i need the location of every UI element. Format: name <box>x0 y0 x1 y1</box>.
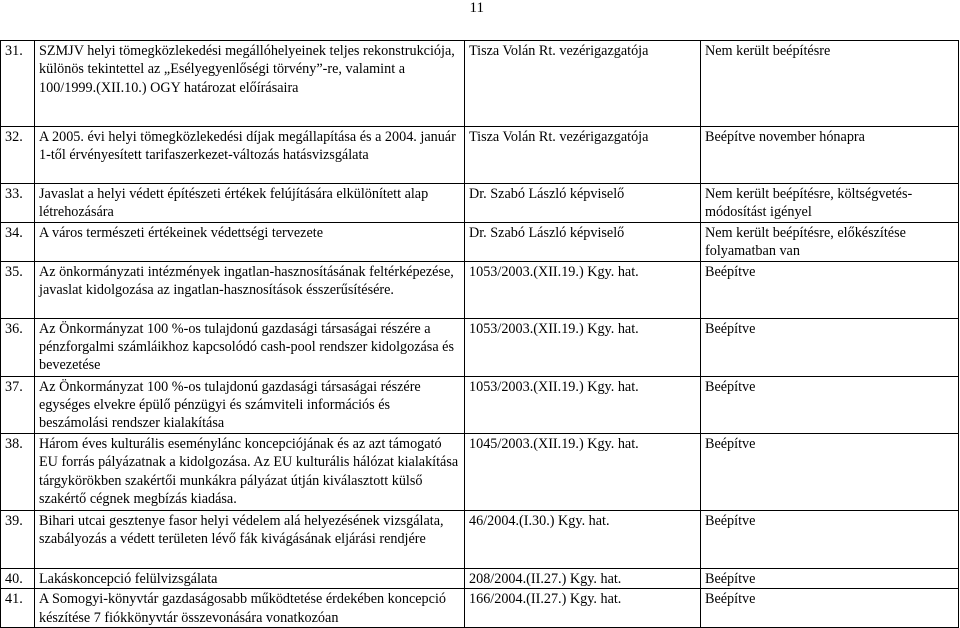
row-number: 33. <box>1 184 35 223</box>
task-cell: Bihari utcai gesztenye fasor helyi védelem alá helyezésének vizsgálata, szabályozás a védett területen lévő fák kivágásának eljárási rendjére <box>35 510 465 568</box>
responsible-cell: 1053/2003.(XII.19.) Kgy. hat. <box>465 376 701 433</box>
responsible-cell: 46/2004.(I.30.) Kgy. hat. <box>465 510 701 568</box>
status-cell: Nem került beépítésre, előkészítése folyamatban van <box>701 222 959 261</box>
row-number: 34. <box>1 222 35 261</box>
task-cell: Lakáskoncepció felülvizsgálata <box>35 568 465 588</box>
status-cell: Beépítve november hónapra <box>701 127 959 184</box>
task-cell: Az Önkormányzat 100 %-os tulajdonú gazdasági társaságai részére egységes elvekre épülő pénzügyi és számviteli információs és beszámolási rendszer kialakítása <box>35 376 465 433</box>
responsible-cell: Dr. Szabó László képviselő <box>465 222 701 261</box>
row-number: 36. <box>1 318 35 376</box>
decisions-table <box>0 40 959 628</box>
responsible-cell: 166/2004.(II.27.) Kgy. hat. <box>465 589 701 628</box>
table-row <box>1 261 959 318</box>
table-row <box>1 318 959 376</box>
table-row <box>1 222 959 261</box>
status-cell: Beépítve <box>701 510 959 568</box>
status-cell: Nem került beépítésre, költségvetés-módosítást igényel <box>701 184 959 223</box>
task-cell: SZMJV helyi tömegközlekedési megállóhelyeinek teljes rekonstrukciója, különös tekintettel az „Esélyegyenlőségi törvény”-re, valamint a 100/1999.(XII.10.) OGY határozat előírásaira <box>35 41 465 127</box>
task-cell: Az Önkormányzat 100 %-os tulajdonú gazdasági társaságai részére a pénzforgalmi számláikhoz kapcsolódó cash-pool rendszer kidolgozása és bevezetése <box>35 318 465 376</box>
row-number: 32. <box>1 127 35 184</box>
task-cell: Javaslat a helyi védett építészeti értékek felújítására elkülönített alap létrehozására <box>35 184 465 223</box>
table-row <box>1 568 959 588</box>
task-cell: A város természeti értékeinek védettségi tervezete <box>35 222 465 261</box>
task-cell: A 2005. évi helyi tömegközlekedési díjak megállapítása és a 2004. január 1-től érvényesített tarifaszerkezet-változás hatásvizsgálata <box>35 127 465 184</box>
task-cell: Három éves kulturális eseménylánc koncepciójának és az azt támogató EU forrás pályázatnak a kidolgozása. Az EU kulturális hálózat kialakítása tárgykörökben szakértői munkákra pályázat útján kiválasztott külső szakértő cégnek megbízás kiadása. <box>35 433 465 510</box>
table-row <box>1 510 959 568</box>
status-cell: Nem került beépítésre <box>701 41 959 127</box>
row-number: 31. <box>1 41 35 127</box>
row-number: 38. <box>1 433 35 510</box>
table-row <box>1 433 959 510</box>
row-number: 39. <box>1 510 35 568</box>
status-cell: Beépítve <box>701 433 959 510</box>
table-row <box>1 184 959 223</box>
row-number: 40. <box>1 568 35 588</box>
responsible-cell: 1053/2003.(XII.19.) Kgy. hat. <box>465 318 701 376</box>
table-row <box>1 41 959 127</box>
status-cell: Beépítve <box>701 568 959 588</box>
status-cell: Beépítve <box>701 318 959 376</box>
responsible-cell: Tisza Volán Rt. vezérigazgatója <box>465 41 701 127</box>
status-cell: Beépítve <box>701 589 959 628</box>
status-cell: Beépítve <box>701 261 959 318</box>
task-cell: A Somogyi-könyvtár gazdaságosabb működtetése érdekében koncepció készítése 7 fiókkönyvtár összevonására vonatkozóan <box>35 589 465 628</box>
responsible-cell: Tisza Volán Rt. vezérigazgatója <box>465 127 701 184</box>
status-cell: Beépítve <box>701 376 959 433</box>
responsible-cell: 1053/2003.(XII.19.) Kgy. hat. <box>465 261 701 318</box>
table-row <box>1 589 959 628</box>
row-number: 37. <box>1 376 35 433</box>
task-cell: Az önkormányzati intézmények ingatlan-hasznosításának feltérképezése, javaslat kidolgozása az ingatlan-hasznosítások ésszerűsítésére. <box>35 261 465 318</box>
table-row <box>1 376 959 433</box>
row-number: 35. <box>1 261 35 318</box>
row-number: 41. <box>1 589 35 628</box>
responsible-cell: 1045/2003.(XII.19.) Kgy. hat. <box>465 433 701 510</box>
responsible-cell: 208/2004.(II.27.) Kgy. hat. <box>465 568 701 588</box>
responsible-cell: Dr. Szabó László képviselő <box>465 184 701 223</box>
table-row <box>1 127 959 184</box>
page-number: 11 <box>469 0 484 16</box>
